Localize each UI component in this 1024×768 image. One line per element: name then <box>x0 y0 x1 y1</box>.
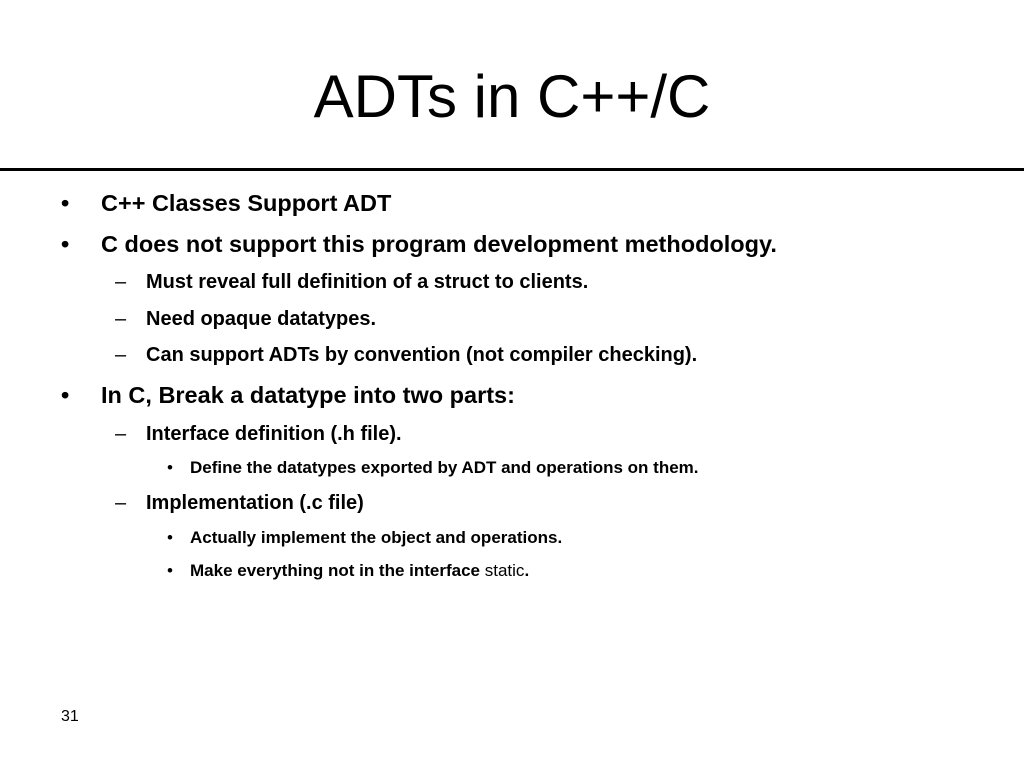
sub-bullet-item <box>115 421 402 447</box>
bullet-marker: • <box>61 190 70 216</box>
sub-sub-bullet-text: Actually implement the object and operations. <box>190 528 563 547</box>
sub-bullet-text: Interface definition (.h file). <box>146 423 402 445</box>
dash-marker: – <box>115 308 127 330</box>
slide-title: ADTs in C++/C <box>313 63 711 130</box>
sub-bullet-item <box>115 306 377 332</box>
sub-sub-bullet-tail: . <box>524 561 530 580</box>
bullet-marker: • <box>167 458 173 477</box>
sub-bullet-item <box>115 342 698 368</box>
bullet-marker: • <box>167 561 173 580</box>
dash-marker: – <box>115 492 127 514</box>
bullet-marker: • <box>61 231 70 257</box>
sub-bullet-text: Implementation (.c file) <box>146 492 364 514</box>
bullet-text: C does not support this program development methodology. <box>101 231 777 257</box>
dash-marker: – <box>115 423 127 445</box>
dash-marker: – <box>115 271 127 293</box>
bullet-marker: • <box>61 382 70 408</box>
bullet-text: In C, Break a datatype into two parts: <box>101 382 515 408</box>
sub-bullet-text: Need opaque datatypes. <box>146 308 377 330</box>
bullet-marker: • <box>167 528 173 547</box>
dash-marker: – <box>115 344 127 366</box>
sub-bullet-item <box>115 269 589 295</box>
code-keyword-static: static <box>484 561 525 580</box>
sub-sub-bullet-item <box>167 527 563 549</box>
sub-sub-bullet-item <box>167 457 699 479</box>
bullet-item <box>61 380 515 410</box>
sub-sub-bullet-text: Define the datatypes exported by ADT and operations on them. <box>190 458 699 477</box>
sub-bullet-text: Can support ADTs by convention (not compiler checking). <box>146 344 698 366</box>
sub-sub-bullet-text: Make everything not in the interface <box>190 561 485 580</box>
sub-bullet-text: Must reveal full definition of a struct to clients. <box>146 271 589 293</box>
sub-sub-bullet-item <box>167 560 530 582</box>
page-number: 31 <box>61 708 79 725</box>
bullet-item <box>61 229 777 259</box>
bullet-text: C++ Classes Support ADT <box>101 190 392 216</box>
sub-bullet-item <box>115 490 364 516</box>
bullet-item <box>61 188 392 218</box>
